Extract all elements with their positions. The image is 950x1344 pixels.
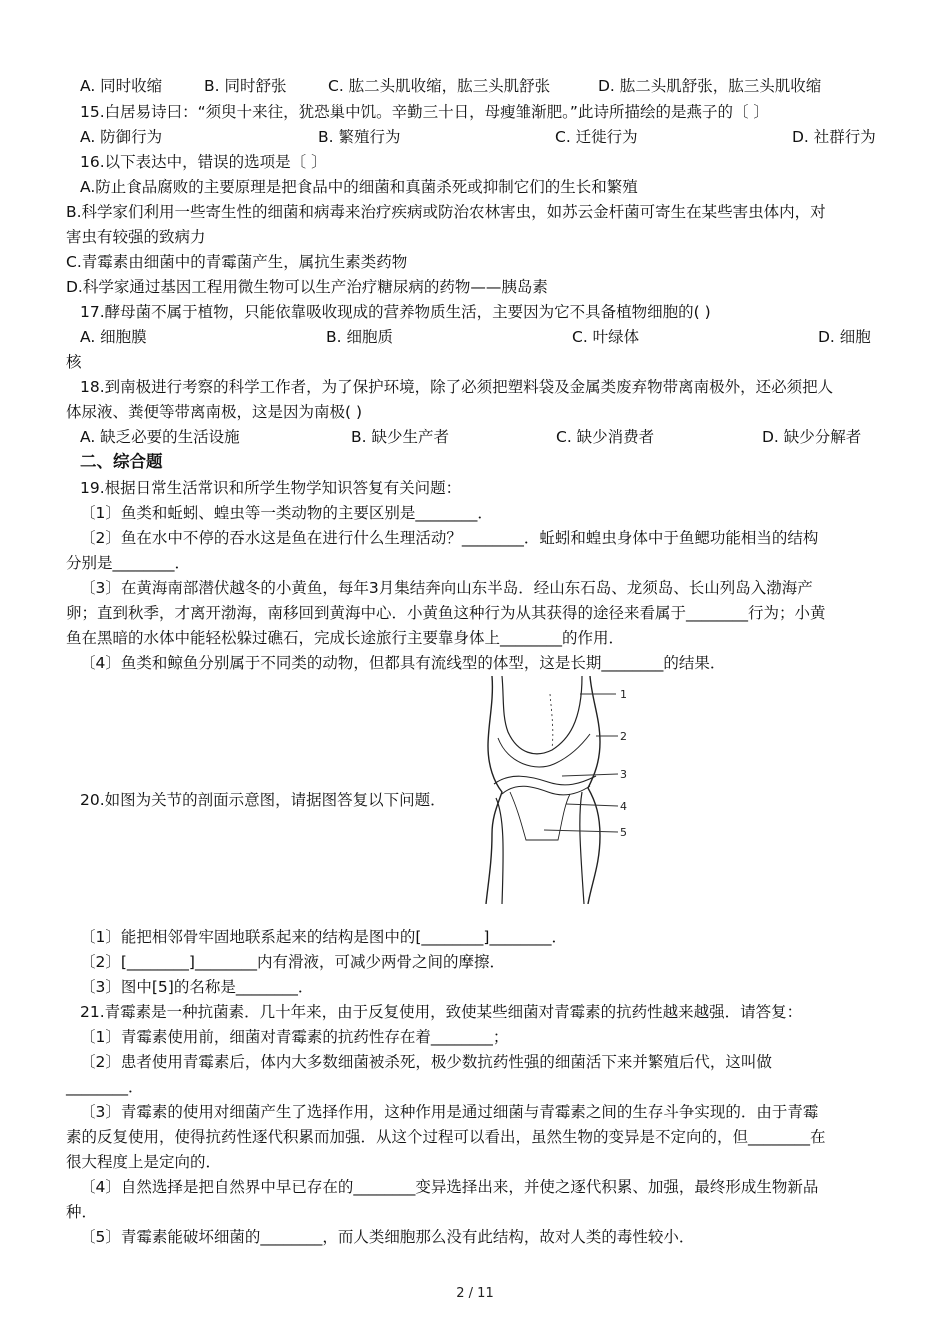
q21-part2: 〔2〕患者使用青霉素后，体内大多数细菌被杀死，极少数抗药性强的细菌活下来并繁殖后代，这叫做 [80, 1053, 772, 1071]
option-d: D. 肱二头肌舒张，肱三头肌收缩 [598, 77, 822, 95]
q19-stem: 19.根据日常生活常识和所学生物学知识答复有关问题： [80, 479, 462, 497]
option-a: A. 防御行为 [80, 128, 163, 146]
option-d: D. 社群行为 [792, 128, 876, 146]
q20-stem: 20.如图为关节的剖面示意图，请据图答复以下问题． [80, 791, 446, 809]
option-b: B. 细胞质 [326, 328, 393, 346]
q20-part1: 〔1〕能把相邻骨牢固地联系起来的结构是图中的[________]________． [80, 928, 567, 946]
page-number: 2 / 11 [456, 1286, 494, 1301]
joint-diagram [458, 676, 634, 904]
q18-options [0, 427, 950, 447]
q17-options [0, 327, 950, 347]
q15-stem: 15.白居易诗曰：“须臾十来往，犹恐巢中饥。辛勤三十日，母瘦雏渐肥。”此诗所描绘的是燕子的〔 〕 [80, 103, 769, 121]
q14-options [0, 76, 950, 96]
q17-stem: 17.酵母菌不属于植物，只能依靠吸收现成的营养物质生活，主要因为它不具备植物细胞的( ) [80, 303, 711, 321]
q18-stem: 18.到南极进行考察的科学工作者，为了保护环境，除了必须把塑料袋及金属类废弃物带离南极外，还必须把人 [80, 378, 834, 396]
option-b: B. 繁殖行为 [318, 128, 401, 146]
q21-part2-cont: ________． [66, 1078, 144, 1096]
label-5: 5 [620, 826, 627, 839]
option-c: C. 叶绿体 [572, 328, 640, 346]
label-2: 2 [620, 730, 627, 743]
q19-part2: 〔2〕鱼在水中不停的吞水这是鱼在进行什么生理活动？________．蚯蚓和蝗虫身体中于鱼鳃功能相当的结构 [80, 529, 819, 547]
option-b: B. 缺少生产者 [351, 428, 449, 446]
label-1: 1 [620, 688, 627, 701]
q20-part3: 〔3〕图中[5]的名称是________． [80, 978, 314, 996]
option-a: A. 缺乏必要的生活设施 [80, 428, 240, 446]
q18-stem-cont: 体尿液、粪便等带离南极，这是因为南极( ) [66, 403, 363, 421]
q19-part1: 〔1〕鱼类和蚯蚓、蝗虫等一类动物的主要区别是________． [80, 504, 493, 522]
q21-stem: 21.青霉素是一种抗菌素．几十年来，由于反复使用，致使某些细菌对青霉素的抗药性越来越强．请答复： [80, 1003, 803, 1021]
joint-outline [486, 676, 600, 904]
q21-part3: 〔3〕青霉素的使用对细菌产生了选择作用，这种作用是通过细菌与青霉素之间的生存斗争实现的．由于青霉 [80, 1103, 819, 1121]
label-3: 3 [620, 768, 627, 781]
q16-stem: 16.以下表达中，错误的选项是〔 〕 [80, 153, 327, 171]
q19-part4: 〔4〕鱼类和鲸鱼分别属于不同类的动物，但都具有流线型的体型，这是长期________的结果． [80, 654, 726, 672]
q17-option-d-cont: 核 [66, 353, 82, 371]
q21-part1: 〔1〕青霉素使用前，细菌对青霉素的抗药性存在着________； [80, 1028, 509, 1046]
q15-options [0, 127, 950, 147]
option-a: A. 细胞膜 [80, 328, 147, 346]
q19-part3: 〔3〕在黄海南部潜伏越冬的小黄鱼，每年3月集结奔向山东半岛．经山东石岛、龙须岛、长山列岛入渤海产 [80, 579, 813, 597]
q21-part4: 〔4〕自然选择是把自然界中早已存在的________变异选择出来，并使之逐代积累、加强，最终形成生物新品 [80, 1178, 819, 1196]
q19-part2-cont: 分别是________． [66, 554, 191, 572]
option-d: D. 缺少分解者 [762, 428, 862, 446]
q16-option-b: B.科学家们利用一些寄生性的细菌和病毒来治疗疾病或防治农林害虫，如苏云金杆菌可寄生在某些害虫体内，对 [66, 203, 826, 221]
q16-option-c: C.青霉素由细菌中的青霉菌产生，属抗生素类药物 [66, 253, 408, 271]
q20-part2: 〔2〕[________]________内有滑液，可减少两骨之间的摩擦． [80, 953, 505, 971]
q21-part4-cont: 种． [66, 1203, 98, 1221]
q21-part3-cont2: 很大程度上是定向的． [66, 1153, 222, 1171]
q19-part3-cont1: 卵；直到秋季，才离开渤海，南移回到黄海中心．小黄鱼这种行为从其获得的途径来看属于________行为；小黄 [66, 604, 826, 622]
q16-option-a: A.防止食品腐败的主要原理是把食品中的细菌和真菌杀死或抑制它们的生长和繁殖 [80, 178, 638, 196]
q19-part3-cont2: 鱼在黑暗的水体中能轻松躲过礁石，完成长途旅行主要靠身体上________的作用． [66, 629, 625, 647]
label-4: 4 [620, 800, 627, 813]
q16-option-b-cont: 害虫有较强的致病力 [66, 228, 206, 246]
option-d: D. 细胞 [818, 328, 871, 346]
q16-option-d: D.科学家通过基因工程用微生物可以生产治疗糖尿病的药物——胰岛素 [66, 278, 548, 296]
option-c: C. 迁徙行为 [555, 128, 638, 146]
q21-part5: 〔5〕青霉素能破坏细菌的________，而人类细胞那么没有此结构，故对人类的毒性较小． [80, 1228, 695, 1246]
option-a: A. 同时收缩 [80, 77, 163, 95]
section-heading: 二、综合题 [80, 452, 163, 471]
option-c: C. 肱二头肌收缩，肱三头肌舒张 [328, 77, 551, 95]
option-c: C. 缺少消费者 [556, 428, 655, 446]
q21-part3-cont1: 素的反复使用，使得抗药性逐代积累而加强．从这个过程可以看出，虽然生物的变异是不定向的，但________在 [66, 1128, 826, 1146]
option-b: B. 同时舒张 [204, 77, 287, 95]
